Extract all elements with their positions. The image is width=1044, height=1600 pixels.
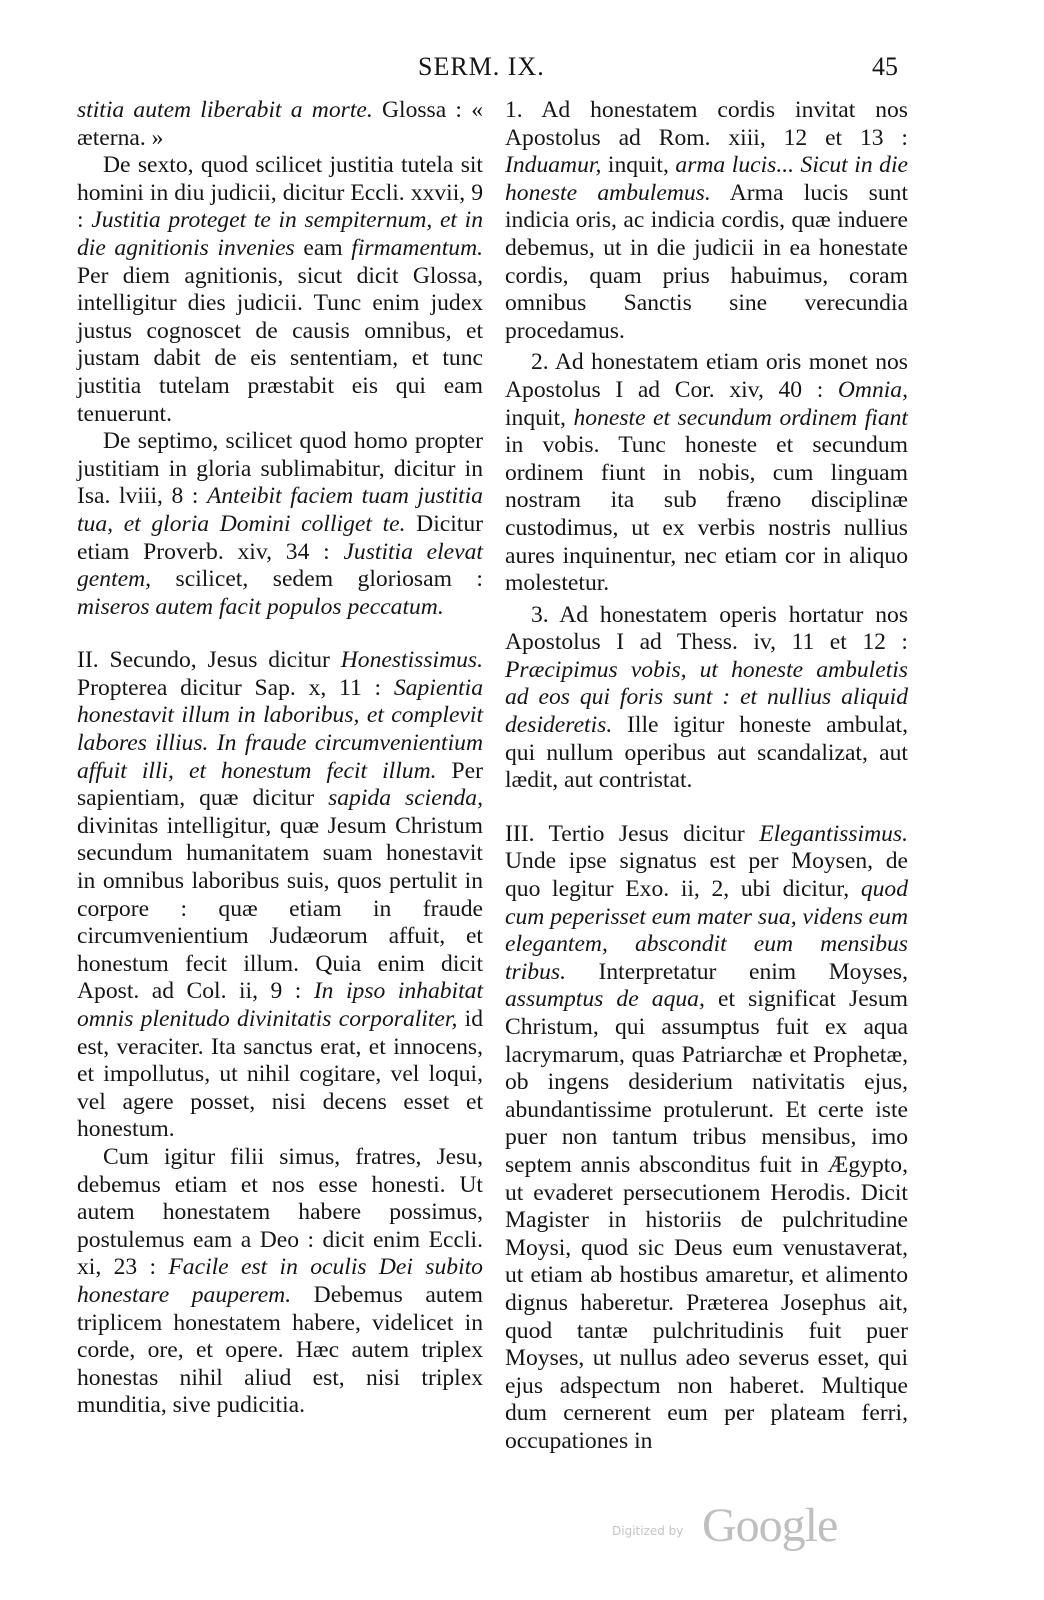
italic-text: firmamentum.	[351, 234, 484, 261]
italic-text: Honestissimus.	[340, 647, 483, 674]
italic-text: In ipso inhabitat omnis plenitudo divinitatis corporaliter,	[77, 978, 483, 1032]
text: 1. Ad honestatem cordis invitat nos Apostolus ad Rom. xiii, 12 et 13 :	[505, 97, 908, 151]
text: scilicet, sedem gloriosam :	[151, 566, 483, 593]
text: in vobis. Tunc honeste et secundum ordinem fiunt in nobis, cum linguam nostram ita sub fræno disciplinæ custodimus, ut ex verbis nostris nullius aures inquinentur, nec etiam cor in aliquo molestetur.	[505, 432, 908, 597]
text: id est, veraciter. Ita sanctus erat, et innocens, et impollutus, ut nihil cogitare, vel loqui, vel agere posset, nisi decens esset et honestum.	[77, 1006, 483, 1143]
text: Glossa : « æterna. »	[77, 97, 483, 151]
page-header	[0, 52, 1044, 92]
page-number: 45	[872, 52, 898, 81]
italic-text: Facile est in oculis Dei subito honestare pauperem.	[77, 1254, 483, 1308]
paragraph	[77, 428, 483, 621]
italic-text: Justitia proteget te in sempiternum, et in die agnitionis invenies	[77, 207, 483, 261]
italic-text: quod cum peperisset eum mater sua, videns eum elegantem, abscondit eum mensibus tribus.	[505, 876, 908, 985]
text: divinitas intelligitur, quæ Jesum Christum secundum humanitatem suam honestavit in omnibus laboribus suis, quos pertulit in corpore : quæ etiam in fraude circumvenientium Judæorum affuit, et honestum fecit illum. Quia enim dicit Apost. ad Col. ii, 9 :	[77, 812, 483, 1005]
text: De sexto, quod scilicet justitia tutela sit homini in diu judicii, dicitur Eccli. xxvii, 9 :	[77, 152, 483, 234]
paragraph	[505, 821, 908, 1456]
text: inquit,	[505, 404, 574, 431]
text: II. Secundo, Jesus dicitur	[77, 647, 341, 674]
paragraph	[505, 602, 908, 795]
text: Propterea dicitur Sap. x, 11 :	[77, 674, 394, 701]
text: Arma lucis sunt indicia oris, ac indicia cordis, quæ induere debemus, ut in die judicii in ea honestate cordis, quam prius habuimus, coram omnibus Sanctis sine verecundia procedamus.	[505, 179, 909, 344]
italic-text: assumptus de aqua,	[505, 986, 705, 1013]
text: et significat Jesum Christum, qui assumptus fuit ex aqua lacrymarum, quas Patriarchæ et Prophetæ, ob ingens desiderium nativitatis ejus, abundantissime protulerunt. Et certe iste puer non tantum tribus mensibus, imo septem annis absconditus fuit in Ægypto, ut evaderet persecutionem Herodis. Dicit Magister in historiis de pulchritudine Moysi, quod sic Deus eum venustaverat, ut etiam ab hostibus amaretur, et alimento dignus haberetur. Præterea Josephus ait, quod tantæ pulchritudinis fuit puer Moyses, ut nullus adeo severus esset, qui ejus adspectum non haberet. Multique dum cernerent eum per plateam ferri, occupationes in	[505, 986, 908, 1454]
paragraph	[505, 97, 908, 345]
italic-text: Elegantissimus.	[759, 820, 908, 847]
italic-text: sapida scienda,	[328, 785, 483, 812]
text: Dicitur etiam Proverb. xiv, 34 :	[77, 510, 484, 565]
paragraph	[77, 152, 483, 428]
text: Interpretatur enim Moyses,	[565, 958, 908, 985]
italic-text: miseros autem facit populos peccatum.	[77, 593, 444, 620]
text: De septimo, scilicet quod homo propter justitiam in gloria sublimabitur, dicitur in Isa. lviii, 8 :	[77, 428, 483, 510]
italic-text: Omnia,	[837, 376, 908, 403]
left-text-column	[77, 97, 483, 1420]
italic-text: Anteibit faciem tuam justitia tua, et gloria Domini colliget te.	[77, 483, 483, 537]
text: 2. Ad honestatem etiam oris monet nos Apostolus I ad Cor. xiv, 40 :	[505, 349, 908, 403]
digitized-watermark	[612, 1498, 852, 1558]
text: Per diem agnitionis, sicut dicit Glossa, intelligitur dies judicii. Tunc enim judex justus cognoscet de causis omnibus, et justam dabit de eis sententiam, et tunc justitia tutelam præstabit eis qui eam tenuerunt.	[77, 262, 483, 427]
paragraph	[77, 1144, 483, 1420]
italic-text: stitia autem liberabit a morte.	[77, 97, 373, 123]
paragraph	[77, 647, 483, 1144]
italic-text: Præcipimus vobis, ut honeste ambuletis ad eos qui foris sunt : et nullius aliquid desideretis.	[505, 656, 908, 739]
paragraph	[505, 349, 908, 597]
text: 3. Ad honestatem operis hortatur nos Apostolus I ad Thess. iv, 11 et 12 :	[505, 601, 908, 656]
italic-text: Justitia elevat gentem,	[77, 538, 483, 593]
google-logo: Google	[702, 1499, 838, 1552]
italic-text: Induamur,	[505, 152, 602, 179]
text: III. Tertio Jesus dicitur	[505, 820, 760, 847]
running-title: SERM. IX.	[418, 52, 545, 81]
italic-text: Sapientia honestavit illum in laboribus, et complevit labores illius. In fraude circumvenientium affuit illi, et honestum fecit illum.	[77, 674, 483, 784]
text: Debemus autem triplicem honestatem habere, videlicet in corde, ore, et opere. Hæc autem triplex honestas nihil aliud est, nisi triplex munditia, sive pudicitia.	[77, 1281, 483, 1419]
text: eam	[294, 234, 352, 261]
text: Per sapientiam, quæ dicitur	[77, 757, 483, 812]
text: Ille igitur honeste ambulat, qui nullum operibus aut scandalizat, aut lædit, aut contristat.	[505, 712, 908, 794]
italic-text: arma lucis... Sicut in die honeste ambulemus.	[505, 152, 908, 206]
paragraph	[77, 97, 483, 152]
text: Cum igitur filii simus, fratres, Jesu, debemus etiam et nos esse honesti. Ut autem honestatem habere possimus, postulemus eam a Deo : dicit enim Eccli. xi, 23 :	[77, 1143, 483, 1281]
watermark-label: Digitized by	[612, 1524, 684, 1538]
right-text-column	[505, 97, 908, 1456]
text: inquit,	[601, 152, 676, 179]
text: Unde ipse signatus est per Moysen, de quo legitur Exo. ii, 2, ubi dicitur,	[505, 848, 908, 903]
italic-text: honeste et secundum ordinem fiant	[573, 404, 908, 431]
